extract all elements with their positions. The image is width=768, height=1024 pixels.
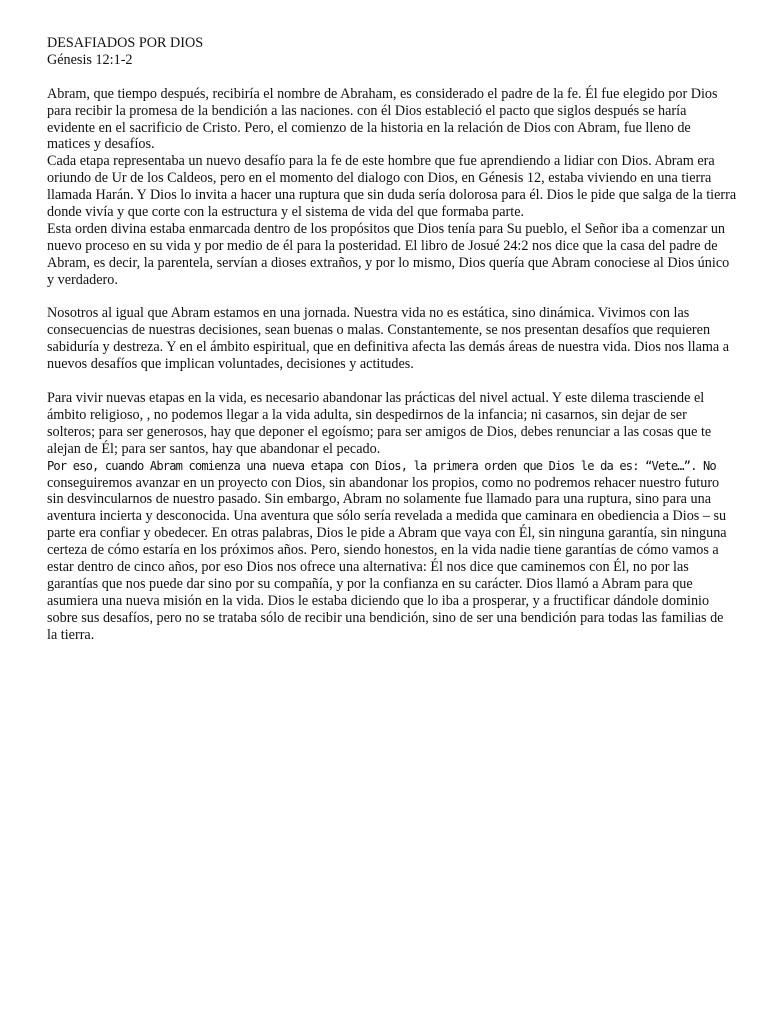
paragraph-2: Cada etapa representaba un nuevo desafío para la fe de este hombre que fue aprendiendo a lidiar con Dios. Abram era oriundo de Ur de los Caldeos, pero en el momento del dialogo con Dios, en Génesis 12, estaba viviendo en una tierra llamada Harán. Y Dios lo invita a hacer una ruptura que sin duda sería dolorosa para él. Dios le pide que salga de la tierra donde vivía y que corte con la estructura y el sistema de vida del que formaba parte. xyxy=(47,153,737,221)
document-page xyxy=(47,35,737,644)
paragraph-1: Abram, que tiempo después, recibiría el nombre de Abraham, es considerado el padre de la fe. Él fue elegido por Dios para recibir la promesa de la bendición a las naciones. con él Dios estableció el pacto que siglos después se haría evidente en el sacrificio de Cristo. Pero, el comienzo de la historia en la relación de Dios con Abram, fue lleno de matices y desafíos. xyxy=(47,85,718,153)
document-title: DESAFIADOS POR DIOS xyxy=(47,35,204,51)
paragraph-3: Esta orden divina estaba enmarcada dentro de los propósitos que Dios tenía para Su pueblo, el Señor iba a comenzar un nuevo proceso en su vida y por medio de él para la posteridad. El libro de Josué 24:2 nos dice que la casa del padre de Abram, es decir, la parentela, servían a dioses extraños, y por lo mismo, Dios quería que Abram conociese al Dios único y verdadero. xyxy=(47,220,730,288)
paragraph-gap xyxy=(47,289,737,306)
paragraph-4: Nosotros al igual que Abram estamos en una jornada. Nuestra vida no es estática, sino dinámica. Vivimos con las consecuencias de nuestras decisiones, sean buenas o malas. Constantemente, se nos presentan desafíos que requieren sabiduría y destreza. Y en el ámbito espiritual, que en definitiva afecta las demás áreas de nuestra vida. Dios nos llama a nuevos desafíos que implican voluntades, decisiones y actitudes. xyxy=(47,305,730,373)
paragraph-gap xyxy=(47,69,737,86)
paragraph-gap xyxy=(47,373,737,390)
scripture-reference: Génesis 12:1-2 xyxy=(47,51,133,68)
paragraph-6-monospace-line: Por eso, cuando Abram comienza una nueva etapa con Dios, la primera orden que Dios le da es: “Vete…”. No xyxy=(47,458,716,473)
paragraph-5: Para vivir nuevas etapas en la vida, es necesario abandonar las prácticas del nivel actual. Y este dilema trasciende el ámbito religioso, , no podemos llegar a la vida adulta, sin despedirnos de la infancia; ni casarnos, sin dejar de ser solteros; para ser generosos, hay que deponer el egoísmo; para ser amigos de Dios, debes renunciar a las cosas que te alejan de Él; para ser santos, hay que abandonar el pecado. xyxy=(47,389,712,457)
paragraph-6 xyxy=(47,458,737,644)
paragraph-6-text: conseguiremos avanzar en un proyecto con Dios, sin abandonar los propios, como no podremos rehacer nuestro futuro sin desvincularnos de nuestro pasado. Sin embargo, Abram no solamente fue llamado para una ruptura, sino para una aventura incierta y desconocida. Una aventura que sólo sería revelada a medida que caminara en obediencia a Dios – su parte era confiar y obedecer. En otras palabras, Dios le pide a Abram que vaya con Él, sin ninguna garantía, sin ninguna certeza de cómo estaría en los próximos años. Pero, siendo honestos, en la vida nadie tiene garantías de cómo vamos a estar dentro de cinco años, por eso Dios nos ofrece una alternativa: Él nos dice que caminemos con Él, no por las garantías que nos puede dar sino por su compañía, y por la confianza en su carácter. Dios llamó a Abram para que asumiera una nueva misión en la vida. Dios le estaba diciendo que lo iba a prosperar, y a fructificar dándole dominio sobre sus desafíos, pero no se trataba sólo de recibir una bendición, sino de ser una bendición para todas las familias de la tierra. xyxy=(47,474,727,643)
